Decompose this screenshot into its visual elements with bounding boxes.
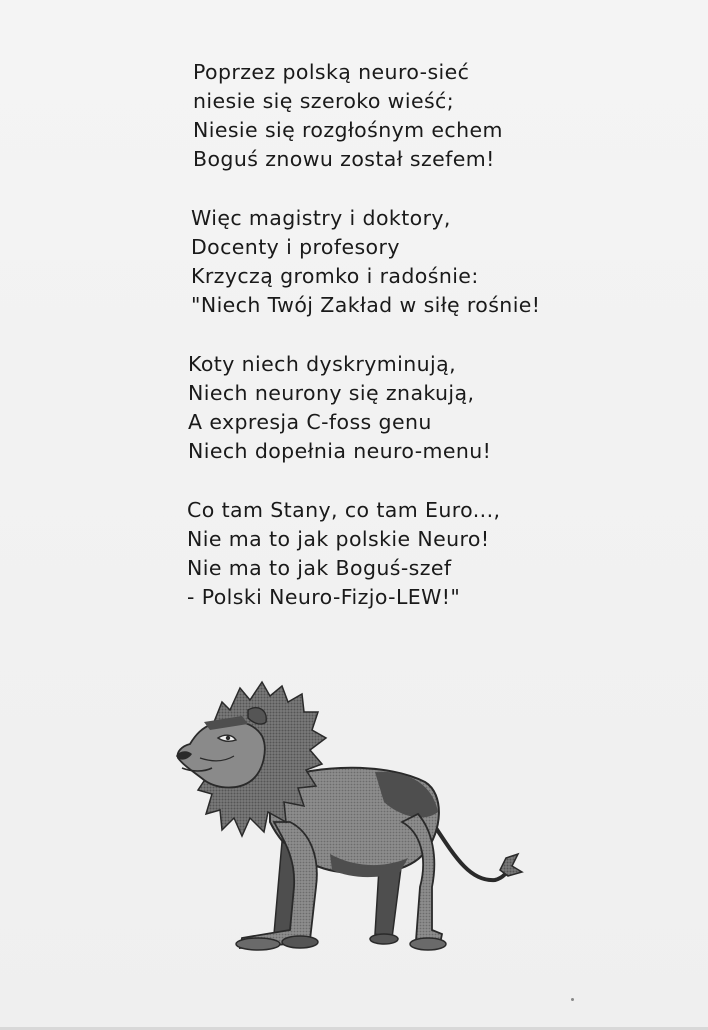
poem-line: Poprzez polską neuro-sieć	[193, 60, 470, 84]
poem	[184, 58, 654, 642]
poem-line: Niech neurony się znakują,	[188, 381, 475, 405]
lion-paw	[370, 934, 398, 944]
stanza-4	[184, 496, 654, 612]
poem-line: - Polski Neuro-Fizjo-LEW!"	[187, 585, 461, 609]
poem-line: "Niech Twój Zakład w siłę rośnie!	[191, 293, 541, 317]
poem-line: Nie ma to jak polskie Neuro!	[187, 527, 490, 551]
poem-line: Docenty i profesory	[191, 235, 400, 259]
stanza-3	[184, 350, 654, 466]
poem-line: niesie się szeroko wieść;	[193, 89, 455, 113]
poem-line: Krzyczą gromko i radośnie:	[191, 264, 479, 288]
lion-tail-tuft	[500, 854, 522, 876]
lion-tail	[432, 822, 510, 880]
poem-line: Co tam Stany, co tam Euro...,	[187, 498, 501, 522]
print-speck	[571, 998, 574, 1001]
poem-line: Więc magistry i doktory,	[191, 206, 451, 230]
lion-illustration	[170, 672, 530, 972]
stanza-1	[184, 58, 654, 174]
poem-line: Nie ma to jak Boguś-szef	[187, 556, 452, 580]
lion-paw	[236, 938, 280, 950]
poem-line: Koty niech dyskryminują,	[188, 352, 457, 376]
lion-paw	[282, 936, 318, 948]
stanza-2	[184, 204, 654, 320]
poem-line: A expresja C-foss genu	[188, 410, 432, 434]
lion-pupil	[226, 736, 230, 740]
poem-line: Niech dopełnia neuro-menu!	[188, 439, 492, 463]
poem-line: Boguś znowu został szefem!	[193, 147, 495, 171]
poem-line: Niesie się rozgłośnym echem	[193, 118, 503, 142]
lion-paw	[410, 938, 446, 950]
